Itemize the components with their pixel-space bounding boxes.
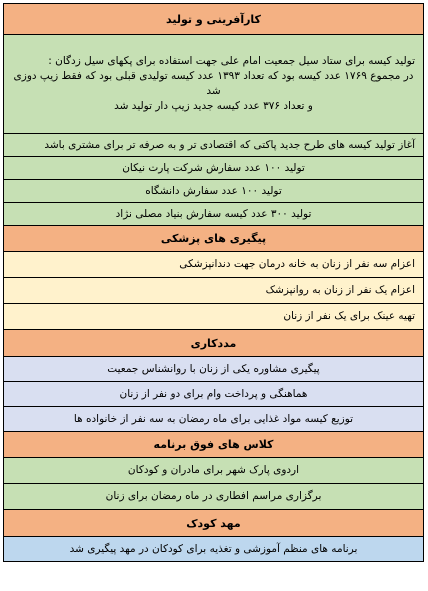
table-row <box>4 458 424 484</box>
table-cell: تولید ۱۰۰ عدد سفارش دانشگاه <box>4 180 424 203</box>
section-header-row <box>4 432 424 458</box>
table-cell: اعزام سه نفر از زنان به خانه درمان جهت دندانپزشکی <box>4 252 424 278</box>
table-row <box>4 157 424 180</box>
table-cell: برگزاری مراسم افطاری در ماه رمضان برای زنان <box>4 484 424 510</box>
report-table-container <box>3 3 424 562</box>
table-cell: توزیع کیسه مواد غذایی برای ماه رمضان به سه نفر از خانواده ها <box>4 407 424 432</box>
section-header-row <box>4 330 424 357</box>
table-cell: اردوی پارک شهر برای مادران و کودکان <box>4 458 424 484</box>
section-header-row <box>4 510 424 537</box>
section-header-row <box>4 226 424 252</box>
table-row <box>4 252 424 278</box>
table-row <box>4 537 424 562</box>
table-cell: هماهنگی و پرداخت وام برای دو نفر از زنان <box>4 382 424 407</box>
section-title-extracurricular: کلاس های فوق برنامه <box>4 432 424 458</box>
table-row <box>4 484 424 510</box>
production-detail-cell <box>4 35 424 134</box>
detail-line: در مجموع ۱۷۶۹ عدد کیسه بود که تعداد ۱۳۹۳ عدد کیسه تولیدی قبلی بود که فقط زیپ دوزی شد <box>13 70 414 97</box>
section-title-kindergarten: مهد کودک <box>4 510 424 537</box>
table-row <box>4 357 424 382</box>
table-cell: تولید ۱۰۰ عدد سفارش شرکت پارت نیکان <box>4 157 424 180</box>
section-title-production: کارآفرینی و تولید <box>4 4 424 35</box>
table-cell: پیگیری مشاوره یکی از زنان با روانشناس جمعیت <box>4 357 424 382</box>
table-cell: برنامه های منظم آموزشی و تغذیه برای کودکان در مهد پیگیری شد <box>4 537 424 562</box>
section-title-medical: پیگیری های پزشکی <box>4 226 424 252</box>
table-row <box>4 203 424 226</box>
table-cell: آغاز تولید کیسه های طرح جدید پاکتی که اقتصادی تر و به صرفه تر برای مشتری باشد <box>4 134 424 157</box>
table-row <box>4 278 424 304</box>
table-cell: تهیه عینک برای یک نفر از زنان <box>4 304 424 330</box>
activity-report-table <box>3 3 424 562</box>
table-row <box>4 407 424 432</box>
section-header-row <box>4 4 424 35</box>
table-row <box>4 180 424 203</box>
table-row <box>4 382 424 407</box>
detail-line: تولید کیسه برای ستاد سیل جمعیت امام علی جهت استفاده برای پکهای سیل زدگان : <box>48 55 415 67</box>
table-row <box>4 35 424 134</box>
section-title-social-work: مددکاری <box>4 330 424 357</box>
table-cell: تولید ۳۰۰ عدد کیسه سفارش بنیاد مصلی نژاد <box>4 203 424 226</box>
table-cell: اعزام یک نفر از زنان به روانپزشک <box>4 278 424 304</box>
table-row <box>4 304 424 330</box>
table-row <box>4 134 424 157</box>
detail-line: و تعداد ۳۷۶ عدد کیسه جدید زیپ دار تولید شد <box>114 100 313 112</box>
